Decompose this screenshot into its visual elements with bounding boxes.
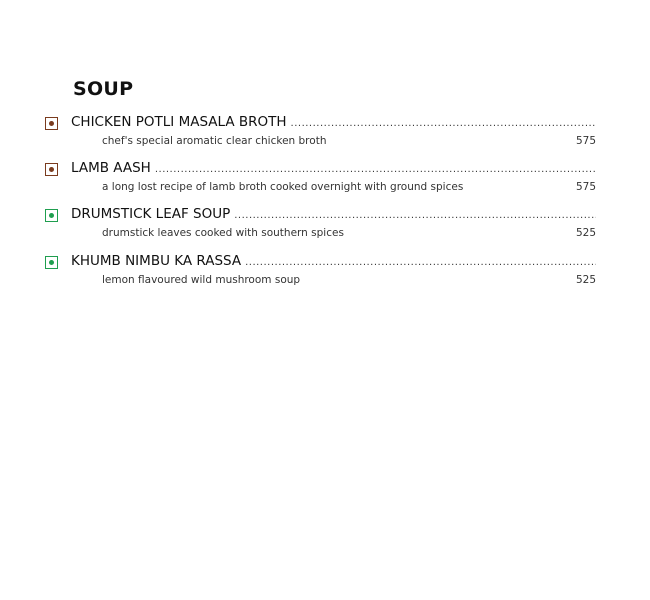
item-name: LAMB AASH — [71, 160, 151, 176]
item-description: drumstick leaves cooked with southern spices — [102, 227, 344, 239]
item-description: a long lost recipe of lamb broth cooked overnight with ground spices — [102, 181, 464, 193]
menu-item — [44, 206, 596, 249]
item-price: 525 — [575, 274, 596, 286]
item-name: CHICKEN POTLI MASALA BROTH — [71, 114, 287, 130]
menu-item — [44, 160, 596, 203]
non-veg-icon — [45, 117, 58, 130]
dot-leader — [245, 257, 596, 268]
item-name: KHUMB NIMBU KA RASSA — [71, 253, 242, 269]
veg-icon — [45, 256, 58, 269]
item-price: 525 — [575, 227, 596, 239]
non-veg-icon — [45, 163, 58, 176]
section-title: SOUP — [73, 78, 134, 100]
item-price: 575 — [575, 181, 596, 193]
menu-item — [44, 114, 596, 157]
menu-item — [44, 253, 596, 296]
dot-leader — [155, 164, 596, 175]
veg-icon — [45, 209, 58, 222]
dot-leader — [291, 118, 596, 129]
item-description: lemon flavoured wild mushroom soup — [102, 274, 301, 286]
item-price: 575 — [575, 135, 596, 147]
item-description: chef's special aromatic clear chicken broth — [102, 135, 327, 147]
item-name: DRUMSTICK LEAF SOUP — [71, 206, 231, 222]
dot-leader — [234, 210, 596, 221]
